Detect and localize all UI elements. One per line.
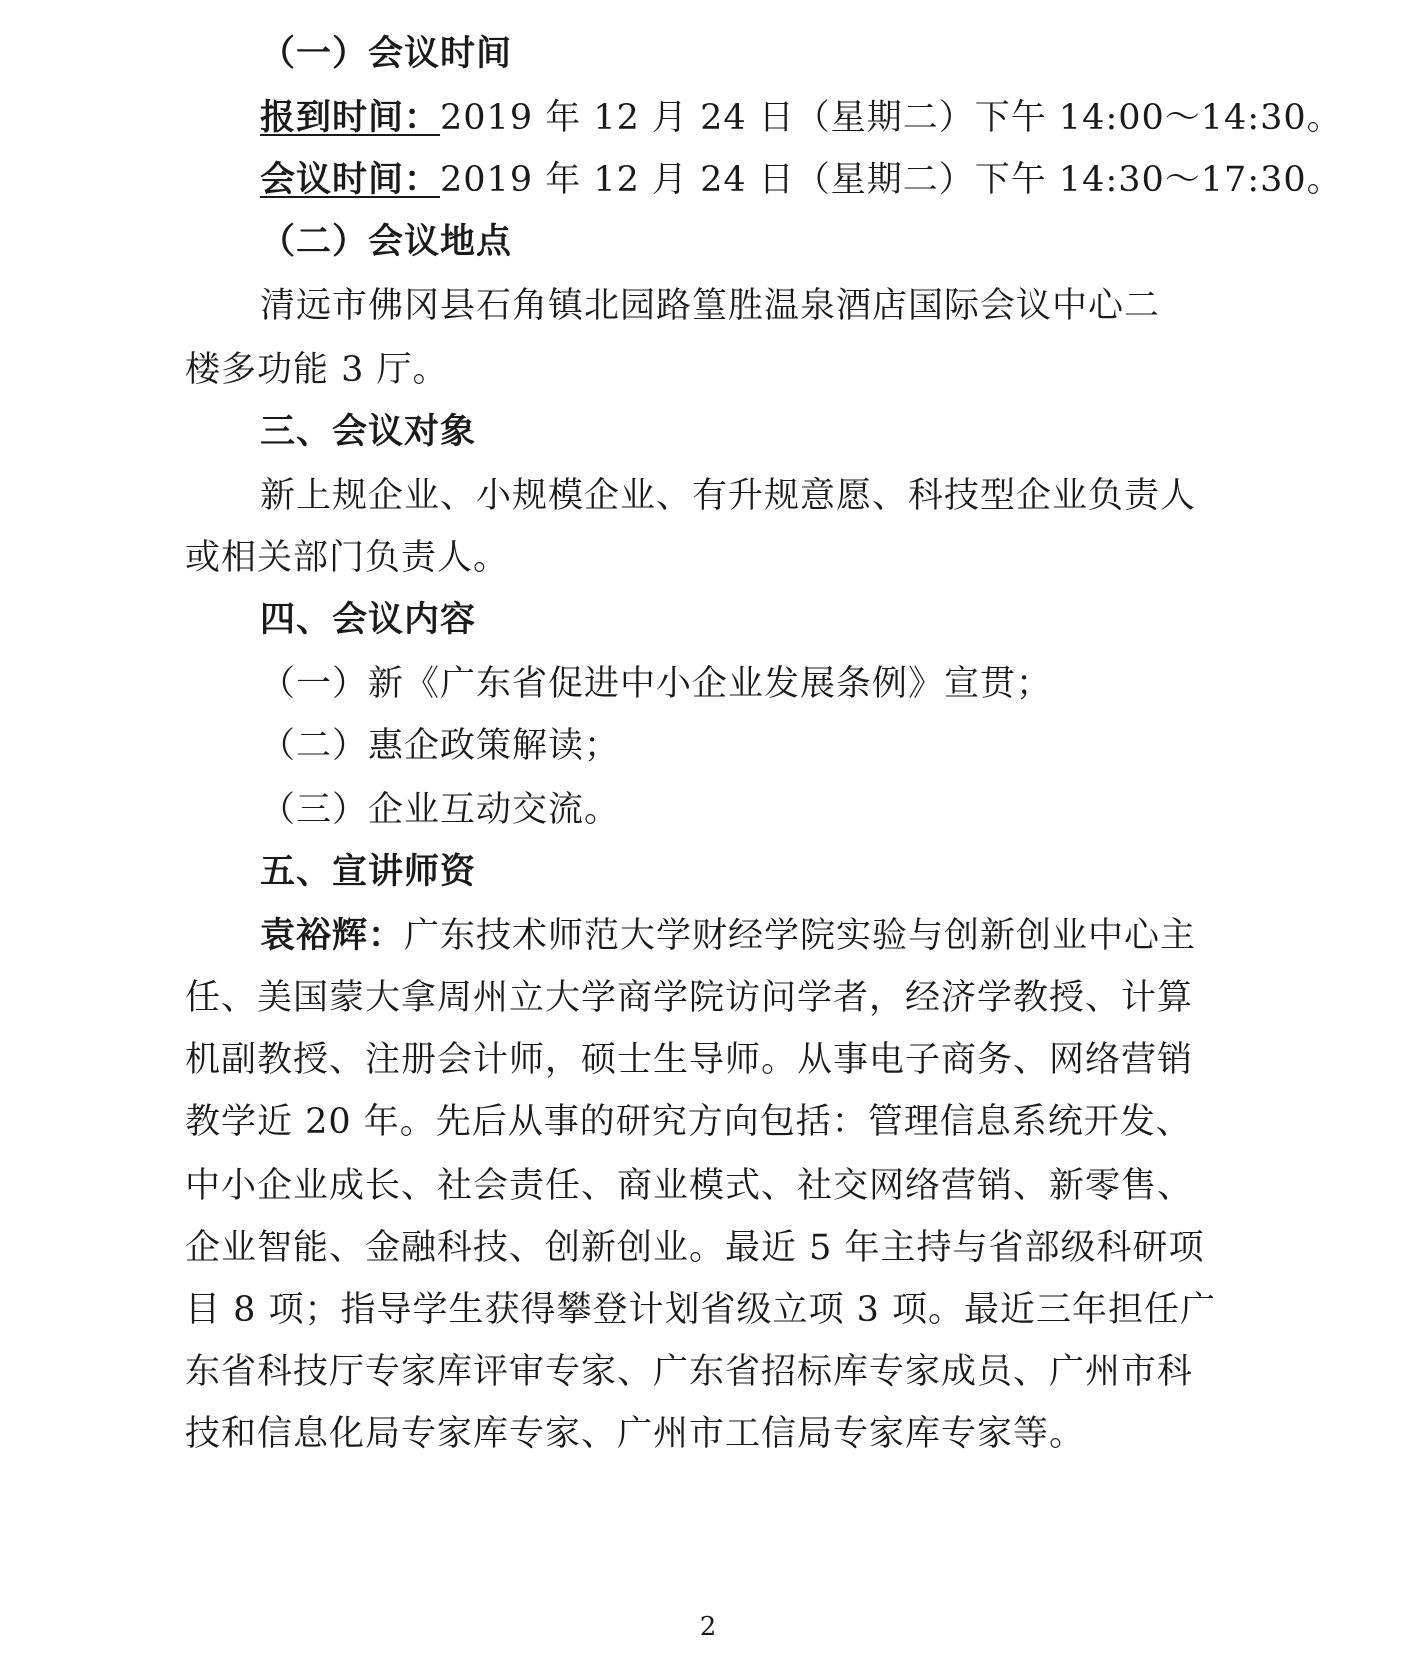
content-item: （二）惠企政策解读； [260, 726, 621, 766]
heading-speakers: 五、宣讲师资 [260, 852, 477, 892]
location-line-1: 清远市佛冈县石角镇北园路篁胜温泉酒店国际会议中心二 [260, 286, 1161, 326]
checkin-time-value: 2019 年 12 月 24 日（星期二）下午 14:00～14:30。 [440, 98, 1343, 138]
speaker-bio-line: 技和信息化局专家库专家、广州市工信局专家库专家等。 [185, 1414, 1086, 1454]
checkin-time-line [260, 96, 1343, 140]
speaker-bio-line: 目 8 项；指导学生获得攀登计划省级立项 3 项。最近三年担任广 [185, 1290, 1217, 1330]
meeting-time-value: 2019 年 12 月 24 日（星期二）下午 14:30～17:30。 [440, 160, 1343, 200]
content-item: （三）企业互动交流。 [260, 790, 621, 830]
location-line-2: 楼多功能 3 厅。 [185, 350, 449, 390]
speaker-bio-line: 教学近 20 年。先后从事的研究方向包括：管理信息系统开发、 [185, 1102, 1192, 1142]
heading-meeting-content: 四、会议内容 [260, 600, 477, 640]
speaker-bio-line: 任、美国蒙大拿周州立大学商学院访问学者，经济学教授、计算 [185, 978, 1194, 1018]
page-number: 2 [699, 1612, 717, 1642]
speaker-bio-line: 企业智能、金融科技、创新创业。最近 5 年主持与省部级科研项 [185, 1228, 1205, 1268]
audience-line-2: 或相关部门负责人。 [185, 538, 510, 578]
speaker-line-1 [260, 914, 1250, 958]
audience-line-1: 新上规企业、小规模企业、有升规意愿、科技型企业负责人 [260, 476, 1197, 516]
speaker-bio-line: 东省科技厅专家库评审专家、广东省招标库专家成员、广州市科 [185, 1352, 1194, 1392]
heading-meeting-location: （二）会议地点 [260, 222, 513, 262]
content-item: （一）新《广东省促进中小企业发展条例》宣贯； [260, 664, 1053, 704]
heading-meeting-time: （一）会议时间 [260, 34, 513, 74]
speaker-name: 袁裕辉： [260, 916, 405, 956]
speaker-bio-line: 机副教授、注册会计师，硕士生导师。从事电子商务、网络营销 [185, 1040, 1194, 1080]
checkin-time-label: 报到时间： [260, 98, 441, 138]
heading-meeting-audience: 三、会议对象 [260, 412, 477, 452]
meeting-time-label: 会议时间： [260, 160, 441, 200]
meeting-time-line [260, 158, 1343, 202]
speaker-bio-line: 中小企业成长、社会责任、商业模式、社交网络营销、新零售、 [185, 1166, 1194, 1206]
speaker-bio-text: 广东技术师范大学财经学院实验与创新创业中心主 [404, 916, 1197, 956]
